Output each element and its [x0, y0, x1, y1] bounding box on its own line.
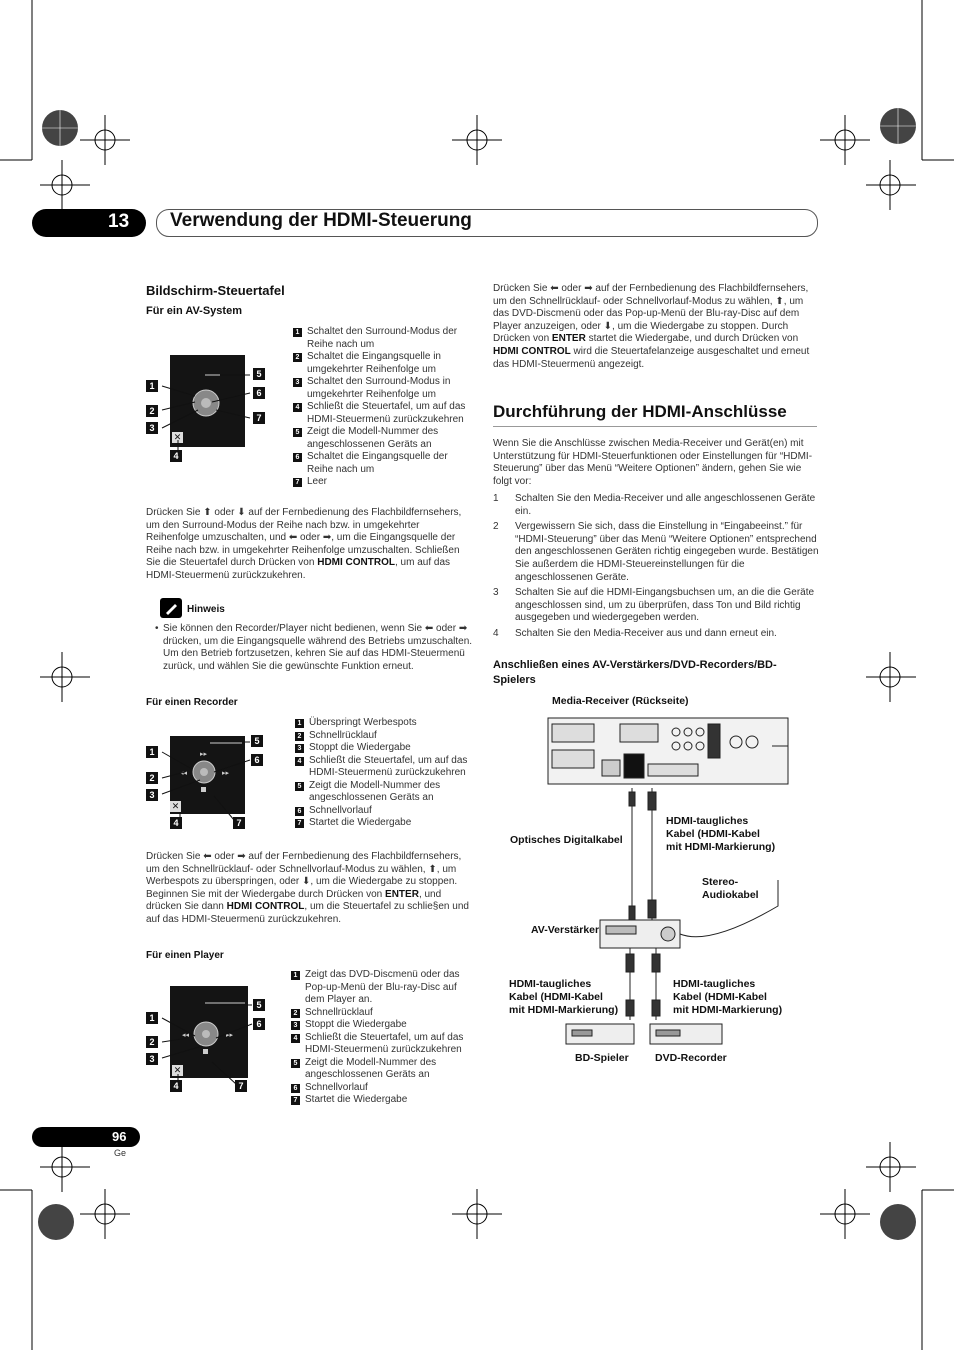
callout-1: 1 [146, 1012, 158, 1024]
dvd-recorder-label: DVD-Recorder [655, 1052, 727, 1064]
callout-6: 6 [251, 754, 263, 766]
list-item: 5 Zeigt die Modell-Nummer des angeschlossenen Geräts an [295, 780, 471, 805]
list-item: 1 Schaltet den Surround-Modus der Reihe nach um [293, 326, 471, 351]
player-item-list [291, 969, 469, 1107]
chapter-title: Verwendung der HDMI-Steuerung [170, 210, 472, 231]
down-arrow-icon: ⬇ [302, 876, 311, 888]
callout-6: 6 [253, 1018, 265, 1030]
callout-5: 5 [253, 368, 265, 380]
stereo-cable-label: Stereo-Audiokabel [702, 876, 759, 901]
callout-2: 2 [146, 1036, 158, 1048]
note-title: Hinweis [187, 604, 225, 615]
av-callout-lines [150, 366, 270, 461]
list-item: 3 Stoppt die Wiedergabe [291, 1019, 469, 1032]
callout-5: 5 [253, 999, 265, 1011]
list-item: 4 Schalten Sie den Media-Receiver aus und dann erneut ein. [493, 627, 777, 639]
list-item: 3 Schalten Sie auf die HDMI-Eingangsbuchsen um, an die die Geräte angeschlossen sind, um zu überprüfen, dass Ton und Bild richtig ausgegeben und wiedergegeben werden. [493, 587, 815, 624]
list-item: 2 Vergewissern Sie sich, dass die Einstellung in “Eingabeeinst.” für “HDMI-Steuerung” über das Menü “Weitere Optionen” entsprechend den angeschlossenen Geräten richtig eingegeben wurde. Bestätigen Sie außerdem die HDMI-Steuereinstellungen für die angeschlossenen Geräte. [493, 521, 819, 583]
left-arrow-icon: ⬅ [288, 532, 298, 544]
callout-7: 7 [233, 817, 245, 829]
language-code: Ge [114, 1148, 127, 1158]
hdmi-cable-label: HDMI-taugliches Kabel (HDMI-Kabel mit HDMI-Markierung) [666, 815, 776, 853]
note-text: • Sie können den Recorder/Player nicht bedienen, wenn Sie ⬅ oder ➡ drücken, um die Eingangsquelle während des Betriebs umzuschalten. Um den Betrieb fortzusetzen, kehren Sie auf das HDMI-Steuermenü zurück, und wählen Sie die gewünschte Funktion erneut. [155, 623, 473, 672]
list-item: 2 Schnellrücklauf [295, 730, 471, 743]
list-item: 7 Startet die Wiedergabe [291, 1094, 469, 1107]
callout-5: 5 [251, 735, 263, 747]
connections-heading: Durchführung der HDMI-Anschlüsse [493, 402, 787, 421]
av-paragraph: Drücken Sie ⬆ oder ⬇ auf der Fernbedienung des Flachbildfernsehers, um den Surround-Modus der Reihe nach bzw. in umgekehrter Reihenfolge umzuschalten, und ⬅ oder ➡, um die Eingangsquelle der Reihe nach bzw. in umgekehrter Reihenfolge umzuschalten. Schließen Sie die Steuertafel durch Drücken von HDMI CONTROL, um auf das HDMI-Steuermenü zurückzukehren. [146, 507, 462, 581]
right-arrow-icon: ➡ [584, 283, 593, 294]
up-arrow-icon: ⬆ [428, 863, 437, 875]
sub-heading: Anschließen eines AV-Verstärkers/DVD-Recorders/BD-Spielers [493, 659, 777, 686]
callout-4: 4 [170, 1080, 182, 1092]
callout-6: 6 [253, 387, 265, 399]
receiver-label: Media-Receiver (Rückseite) [552, 695, 689, 707]
list-item: 1 Überspringt Werbespots [295, 717, 471, 730]
close-icon: ✕ [173, 1065, 182, 1075]
callout-7: 7 [253, 412, 265, 424]
hdmi-cable-right-label: HDMI-taugliches Kabel (HDMI-Kabel mit HDMI-Markierung) [673, 978, 783, 1016]
section-heading: Bildschirm-Steuertafel [146, 283, 285, 298]
close-icon: ✕ [173, 432, 182, 442]
list-item: 3 Stoppt die Wiedergabe [295, 742, 471, 755]
right-arrow-icon: ➡ [322, 532, 332, 544]
callout-3: 3 [146, 1053, 158, 1065]
left-arrow-icon: ⬅ [424, 623, 434, 634]
svg-text:▸▸: ▸▸ [222, 770, 230, 777]
svg-text:▸▸: ▸▸ [200, 751, 208, 758]
list-item: 7 Leer [293, 476, 471, 489]
chapter-number: 13 [108, 211, 130, 232]
list-item: 4 Schließt die Steuertafel, um auf das HDMI-Steuermenü zurückzukehren [291, 1032, 469, 1057]
list-item: 6 Schnellvorlauf [295, 805, 471, 818]
callout-1: 1 [146, 380, 158, 392]
av-heading: Für ein AV-System [146, 305, 242, 317]
up-arrow-icon: ⬆ [203, 507, 212, 518]
close-icon: ✕ [171, 801, 180, 811]
list-item: 7 Startet die Wiedergabe [295, 817, 471, 830]
intro-paragraph: Wenn Sie die Anschlüsse zwischen Media-Receiver und Gerät(en) mit Unterstützung für HDMI-Steuerfunktionen oder Einstellungen für “HDMI-Steuerung” über das Menü “Weitere Optionen” ändern, gehen Sie wie folgt vor: [493, 438, 813, 487]
optical-cable-label: Optisches Digitalkabel [510, 834, 623, 846]
page-number: 96 [112, 1129, 127, 1144]
list-item: 4 Schließt die Steuertafel, um auf das HDMI-Steuermenü zurückzukehren [293, 401, 471, 426]
player-callout-lines [150, 998, 260, 1088]
down-arrow-icon: ⬇ [603, 320, 613, 332]
amplifier-label: AV-Verstärker [531, 924, 600, 936]
list-item: 1 Schalten Sie den Media-Receiver und alle angeschlossenen Geräte ein. [493, 493, 816, 517]
list-item: 2 Schaltet die Eingangsquelle in umgekehrter Reihenfolge um [293, 351, 471, 376]
left-arrow-icon: ⬅ [203, 851, 212, 862]
list-item: 6 Schaltet die Eingangsquelle der Reihe nach um [293, 451, 471, 476]
recorder-paragraph: Drücken Sie ⬅ oder ➡ auf der Fernbedienung des Flachbildfernsehers, um den Schnellrücklauf- oder Schnellvorlauf-Modus zu wählen, ⬆, um Werbespots zu überspringen, oder ⬇, um die Wiedergabe zu stoppen. Beginnen Sie mit der Wiedergabe durch Drücken von ENTER, und drücken Sie dann HDMI CONTROL, um die Steuertafel zu schlie§en und auf das HDMI-Steuermenü zurückzukehren. [146, 851, 469, 925]
down-arrow-icon: ⬇ [237, 507, 246, 518]
list-item: 1 Zeigt das DVD-Discmenü oder das Pop-up-Menü der Blu-ray-Disc auf dem Player an. [291, 969, 469, 1007]
list-item: 4 Schließt die Steuertafel, um auf das HDMI-Steuermenü zurückzukehren [295, 755, 471, 780]
note-pencil-icon [160, 598, 182, 618]
hdmi-cable-left-label: HDMI-taugliches Kabel (HDMI-Kabel mit HDMI-Markierung) [509, 978, 619, 1016]
callout-1: 1 [146, 746, 158, 758]
svg-text:▸▸: ▸▸ [226, 1032, 234, 1039]
list-item: 2 Schnellrücklauf [291, 1007, 469, 1020]
bd-player-label: BD-Spieler [575, 1052, 629, 1064]
recorder-heading: Für einen Recorder [146, 697, 238, 708]
svg-text:◂◂: ◂◂ [182, 1032, 190, 1039]
list-item: 3 Schaltet den Surround-Modus in umgekehrter Reihenfolge um [293, 376, 471, 401]
svg-text:◂◂: ◂◂ [180, 770, 188, 777]
callout-2: 2 [146, 772, 158, 784]
list-item: 5 Zeigt die Modell-Nummer des angeschlossenen Geräts an [293, 426, 471, 451]
step-list [493, 493, 819, 644]
callout-4: 4 [170, 817, 182, 829]
av-item-list [293, 326, 471, 489]
right-arrow-icon: ➡ [458, 623, 468, 634]
callout-7: 7 [235, 1080, 247, 1092]
callout-4: 4 [170, 450, 182, 462]
right-arrow-icon: ➡ [237, 851, 246, 862]
list-item: 5 Zeigt die Modell-Nummer des angeschlossenen Geräts an [291, 1057, 469, 1082]
up-arrow-icon: ⬆ [775, 295, 784, 307]
player-paragraph: Drücken Sie ⬅ oder ➡ auf der Fernbedienung des Flachbildfernsehers, um den Schnellrücklauf- oder Schnellvorlauf-Modus zu wählen, ⬆, um das DVD-Discmenü oder das Pop-up-Menü der Blu-ray-Disc auf dem Player anzuzeigen, oder ⬇, um die Wiedergabe zu stoppen. Durch Drücken von ENTER startet die Wiedergabe, und durch Drücken von HDMI CONTROL wird die Steuertafelanzeige ausgeschaltet und erneut das HDMI-Steuermenü angezeigt. [493, 283, 810, 370]
left-arrow-icon: ⬅ [550, 283, 559, 294]
heading-rule [493, 426, 817, 427]
recorder-item-list [295, 717, 471, 830]
player-heading: Für einen Player [146, 950, 224, 961]
callout-3: 3 [146, 422, 158, 434]
callout-2: 2 [146, 405, 158, 417]
callout-3: 3 [146, 789, 158, 801]
list-item: 6 Schnellvorlauf [291, 1082, 469, 1095]
